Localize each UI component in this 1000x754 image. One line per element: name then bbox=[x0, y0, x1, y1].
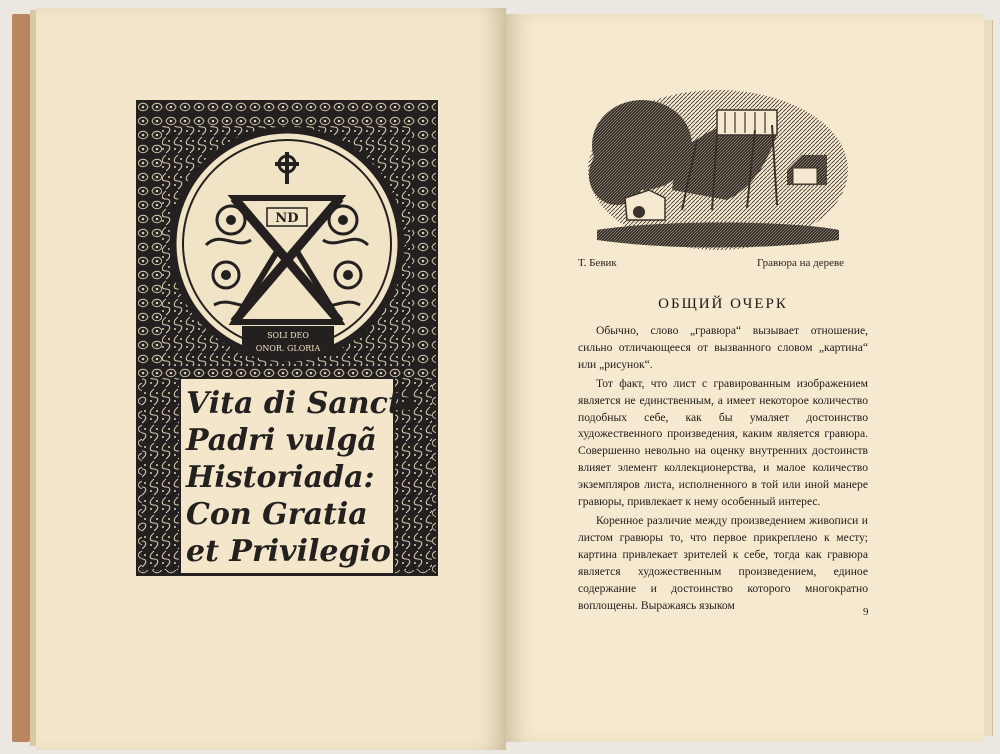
woodcut-line-5: et Privilegio bbox=[186, 534, 391, 569]
woodcut-line-3: Historiada: bbox=[186, 460, 375, 495]
engraving-caption-author: Т. Бевик bbox=[578, 257, 617, 269]
woodcut-title-illustration bbox=[136, 100, 438, 576]
book-cover-edge bbox=[12, 14, 30, 742]
seal-motto-line-2: ONOR. GLORIA bbox=[255, 344, 321, 353]
paragraph: Обычно, слово „гравюра“ вызывает отношение, сильно отличающееся от вызванного словом „картина“ или „рисунок“. bbox=[578, 324, 868, 371]
paragraph: Коренное различие между произведением живописи и листом гравюры то, что первое прикреплено к месту; картина привлекает зрителей к себе, тогда как гравюра является художественным произведением, единое содержание и достоинство которого многократно воплощены. Выражаясь языком bbox=[578, 513, 868, 612]
paragraph: Тот факт, что лист с гравированным изображением является не единственным, а имеет некоторое количество подобных себе, как бы умаляет достоинство художественного произведения, каким является гравюра. Совершенно невольно на оценку внутренних достоинств влияет элемент коллекционерства, и малое количество экземпляров листа, исполненного в той или иной манере гравюры, привлекает к нему особенный интерес. bbox=[578, 376, 868, 509]
body-text bbox=[578, 323, 868, 614]
woodcut-line-2: Padri vulgã bbox=[186, 423, 377, 458]
woodcut-line-4: Con Gratia bbox=[186, 497, 368, 532]
woodcut-line-1: Vita di Sancti bbox=[186, 386, 414, 421]
engraving-caption-title: Гравюра на дереве bbox=[757, 257, 844, 269]
right-page-stack bbox=[984, 20, 993, 736]
page-number: 9 bbox=[863, 606, 869, 618]
seal-motto-line-1: SOLI DEO bbox=[267, 331, 309, 340]
chapter-heading: ОБЩИЙ ОЧЕРК bbox=[658, 296, 788, 312]
seal-monogram: ND bbox=[275, 211, 299, 226]
ship-engraving-illustration bbox=[587, 80, 849, 252]
